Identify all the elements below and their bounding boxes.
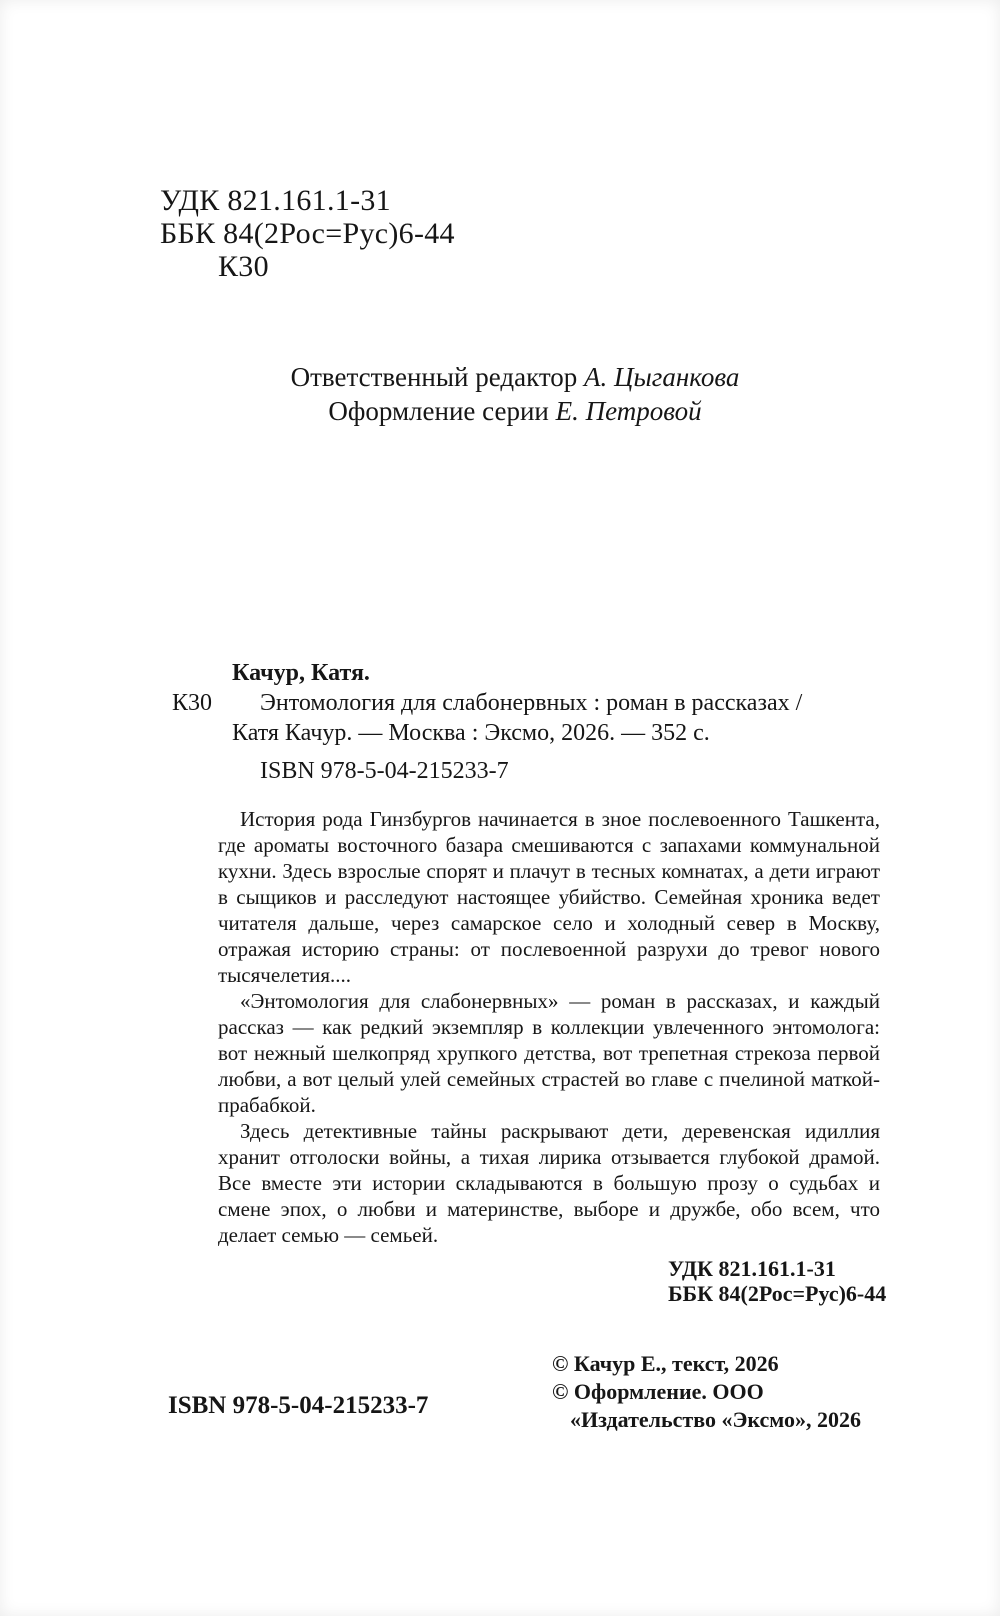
copyright-block [552, 1350, 890, 1434]
bbk-code-bottom: ББК 84(2Рос=Рус)6-44 [668, 1281, 887, 1306]
catalog-isbn: ISBN 978-5-04-215233-7 [260, 758, 509, 784]
top-classification-block [160, 184, 455, 283]
responsible-editor-line [150, 360, 880, 394]
responsible-editor-name: А. Цыганкова [584, 362, 740, 392]
responsible-editor-label: Ответственный редактор [290, 362, 585, 392]
author-sign-code: К30 [218, 250, 269, 283]
udk-code-bottom: УДК 821.161.1-31 [668, 1256, 836, 1281]
catalog-author: Качур, Катя. [232, 660, 370, 686]
series-design-line [150, 394, 880, 428]
series-designer-name: Е. Петровой [555, 396, 702, 426]
annotation-paragraph: История рода Гинзбургов начинается в зное послевоенного Ташкента, где ароматы восточного базара смешиваются с запахами коммунальной кухни. Здесь взрослые спорят и плачут в тесных комнатах, а дети играют в сыщиков и расследуют настоящее убийство. Семейная хроника ведет читателя дальше, через самарское село и холодный север в Москву, отражая историю страны: от послевоенной разрухи до тревог нового тысячелетия.... [218, 807, 880, 987]
bottom-classification-block [668, 1256, 886, 1306]
annotation-block [218, 806, 880, 1248]
catalog-author-sign: К30 [172, 690, 213, 716]
catalog-title-line: Энтомология для слабонервных : роман в рассказах / [260, 690, 803, 716]
catalog-imprint-line: Катя Качур. — Москва : Эксмо, 2026. — 352 с. [232, 720, 710, 746]
udk-code: УДК 821.161.1-31 [160, 184, 391, 217]
annotation-paragraph: Здесь детективные тайны раскрывают дети, деревенская идиллия хранит отголоски войны, а тихая лирика отзывается глубокой драмой. Все вместе эти истории складываются в большую прозу о судьбах и смене эпох, о любви и материнстве, выборе и дружбе, обо всем, что делает семью — семьей. [218, 1119, 880, 1247]
bbk-code: ББК 84(2Рос=Рус)6-44 [160, 217, 455, 250]
catalog-entry-body [232, 658, 882, 786]
footer-isbn: ISBN 978-5-04-215233-7 [168, 1392, 429, 1419]
series-design-label: Оформление серии [328, 396, 556, 426]
annotation-paragraph: «Энтомология для слабонервных» — роман в рассказах, и каждый рассказ — как редкий экземпляр в коллекции увлеченного энтомолога: вот нежный шелкопряд хрупкого детства, вот трепетная стрекоза первой любви, а вот целый улей семейных страстей во главе с пчелиной маткой-прабабкой. [218, 989, 880, 1117]
editors-block [150, 360, 880, 428]
copyright-text-line: © Качур Е., текст, 2026 [552, 1351, 779, 1376]
copyright-design-line: © Оформление. ООО «Издательство «Эксмо», 2026 [552, 1379, 861, 1432]
catalog-card-entry [172, 658, 882, 786]
